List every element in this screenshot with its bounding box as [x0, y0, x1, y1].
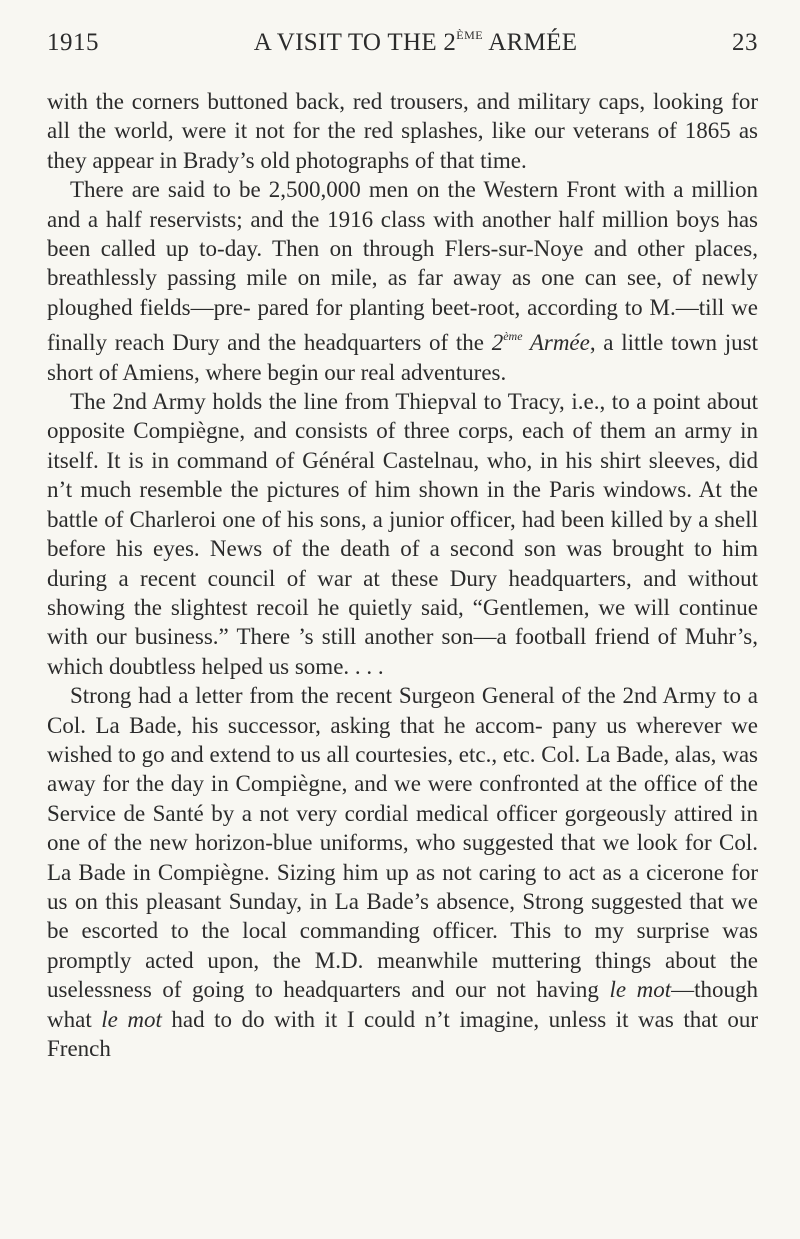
- body-text: [47, 87, 758, 1063]
- paragraph-tail: , a little town just short of Amiens, where begin our real adventures.: [47, 330, 758, 385]
- italic-armee: [492, 330, 590, 355]
- italic-le-mot: le mot: [101, 1006, 162, 1032]
- running-title-post: ARMÉE: [483, 29, 578, 56]
- paragraph-continued: with the corners buttoned back, red trousers, and military caps, looking for all the world, were it not for the red splashes, like our veterans of 1865 as they appear in Brady’s old photographs of that time.: [47, 89, 758, 173]
- running-head-title: [254, 28, 578, 57]
- running-head-year: 1915: [47, 29, 99, 56]
- paragraph-text: Strong had a letter from the recent Surgeon General of the 2nd Army to a Col. La Bade, his successor, asking that he accom- pany us wherever we wished to go and extend to us all courtesies, etc., etc. Col. La Bade, alas, was away for the day in Compiègne, and we were confronted at the office of the Service de Santé by a not very cordial medical officer gorgeously attired in one of the new horizon-blue uniforms, who suggested that we look for Col. La Bade in Compiègne. Sizing him up as not caring to act as a cicerone for us on this pleasant Sunday, in La Bade’s absence, Strong suggested that we be escorted to the local commanding officer. This to my surprise was promptly acted upon, the M.D. meanwhile muttering things about the uselessness of going to headquarters and our not having: [47, 683, 758, 1003]
- paragraph-second-army: The 2nd Army holds the line from Thiepval to Tracy, i.e., to a point about opposite Compiègne, and consists of three corps, each of them an army in itself. It is in command of Général Castelnau, who, in his shirt sleeves, did n’t much resemble the pictures of him shown in the Paris windows. At the battle of Charleroi one of his sons, a junior officer, had been killed by a shell before his eyes. News of the death of a second son was brought to him during a recent council of war at these Dury headquarters, and without showing the slightest recoil he quietly said, “Gentlemen, we will continue with our business.” There ’s still another son—a football friend of Muhr’s, which doubtless helped us some. . . .: [47, 389, 758, 679]
- page-number: 23: [731, 29, 758, 56]
- running-title-sup: ÈME: [456, 28, 484, 42]
- italic-armee-word: Armée: [522, 330, 590, 356]
- italic-le-mot: le mot: [609, 977, 672, 1003]
- italic-armee-sup: ème: [503, 329, 523, 344]
- paragraph-western-front: [47, 175, 758, 387]
- paragraph-text: There are said to be 2,500,000 men on the Western Front with a million and a half reservists; and the 1916 class with another half million boys has been called up to-day. Then on through Flers-sur-Noye and other places, breathlessly passing mile on mile, as far away as one can see, of newly ploughed fields—pre- pared for planting beet-root, according to M.—till we finally reach Dury and the headquarters of the: [47, 177, 758, 356]
- running-head: [47, 28, 758, 66]
- running-title-pre: A VISIT TO THE 2: [253, 29, 457, 56]
- paragraph-text: had to do with it I could n’t imagine, unless it was that our French: [47, 1006, 758, 1061]
- paragraph-strong-letter: [47, 681, 758, 1063]
- italic-armee-number: 2: [491, 330, 504, 356]
- paragraph-text: —though what: [47, 977, 758, 1032]
